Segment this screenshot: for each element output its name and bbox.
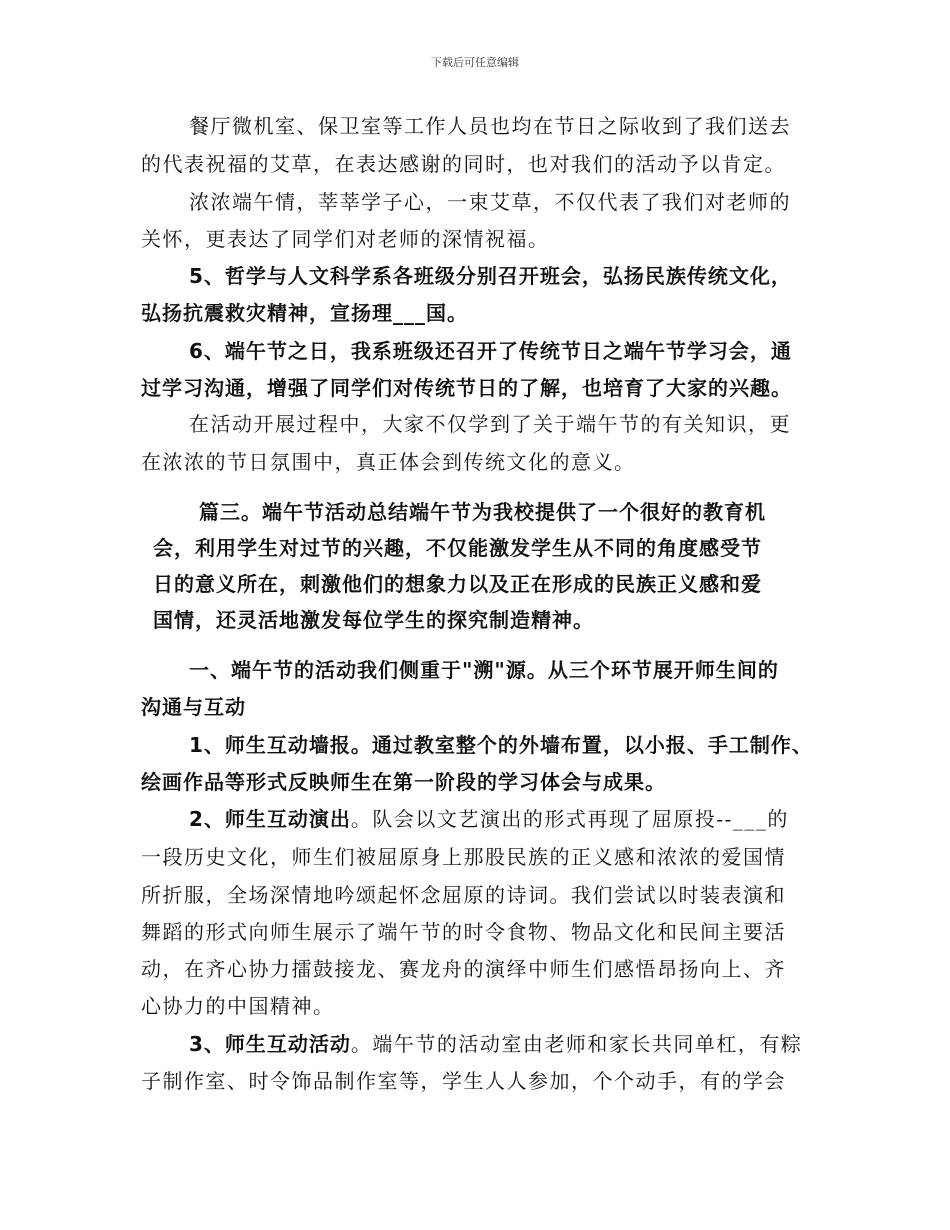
- text-line: 一段历史文化，师生们被屈原身上那股民族的正义感和浓浓的爱国情: [141, 845, 786, 869]
- text-line: 心协力的中国精神。: [141, 994, 335, 1018]
- item-title: 2、师生互动演出: [189, 807, 351, 831]
- text-line: 子制作室、时令饰品制作室等，学生人人参加，个个动手，有的学会: [141, 1069, 786, 1093]
- text-line: 在活动开展过程中，大家不仅学到了关于端午节的有关知识，更: [189, 412, 791, 436]
- text-line: 的代表祝福的艾草，在表达感谢的同时，也对我们的活动予以肯定。: [141, 152, 786, 176]
- text-line: 在浓浓的节日氛围中，真正体会到传统文化的意义。: [141, 450, 636, 474]
- section-heading-line: 日的意义所在，刺激他们的想象力以及正在形成的民族正义感和爱: [153, 572, 762, 596]
- text-line: 浓浓端午情，莘莘学子心，一束艾草，不仅代表了我们对老师的: [189, 190, 791, 214]
- bold-line: 6、端午节之日，我系班级还召开了传统节日之端午节学习会，通: [189, 339, 792, 363]
- text-line: 所折服，全场深情地吟颂起怀念屈原的诗词。我们尝试以时装表演和: [141, 883, 786, 907]
- page-header: 下载后可任意编辑: [431, 56, 519, 69]
- text-line: [189, 1030, 802, 1058]
- bold-line: 沟通与互动: [141, 695, 246, 719]
- item-title: 3、师生互动活动: [189, 1032, 351, 1056]
- text-line: 舞蹈的形式向师生展示了端午节的时令食物、物品文化和民间主要活: [141, 920, 786, 944]
- text-line: 关怀，更表达了同学们对老师的深情祝福。: [141, 227, 550, 251]
- section-heading-line: 会，利用学生对过节的兴趣，不仅能激发学生从不同的角度感受节: [153, 536, 762, 560]
- text-line: 餐厅微机室、保卫室等工作人员也均在节日之际收到了我们送去: [189, 114, 791, 138]
- bold-line: 绘画作品等形式反映师生在第一阶段的学习体会与成果。: [141, 770, 666, 794]
- item-text: 。队会以文艺演出的形式再现了屈原投--___的: [350, 807, 789, 831]
- bold-line: 5、哲学与人文科学系各班级分别召开班会，弘扬民族传统文化，: [189, 264, 792, 288]
- bold-line: 一、端午节的活动我们侧重于"溯"源。从三个环节展开师生间的: [189, 658, 779, 682]
- section-heading-line: 篇三。端午节活动总结端午节为我校提供了一个很好的教育机: [199, 500, 766, 524]
- item-text: 。端午节的活动室由老师和家长共同单杠，有粽: [350, 1032, 803, 1056]
- text-line: [189, 805, 789, 833]
- bold-line: 弘扬抗震救灾精神，宣扬理___国。: [141, 301, 468, 325]
- section-heading-line: 国情，还灵活地激发每位学生的探究制造精神。: [153, 608, 594, 632]
- bold-line: 过学习沟通，增强了同学们对传统节日的了解，也培育了大家的兴趣。: [141, 376, 792, 400]
- text-line: 动，在齐心协力擂鼓接龙、赛龙舟的演绎中师生们感悟昂扬向上、齐: [141, 957, 786, 981]
- bold-line: 1、师生互动墙报。通过教室整个的外墙布置，以小报、手工制作、: [189, 733, 813, 757]
